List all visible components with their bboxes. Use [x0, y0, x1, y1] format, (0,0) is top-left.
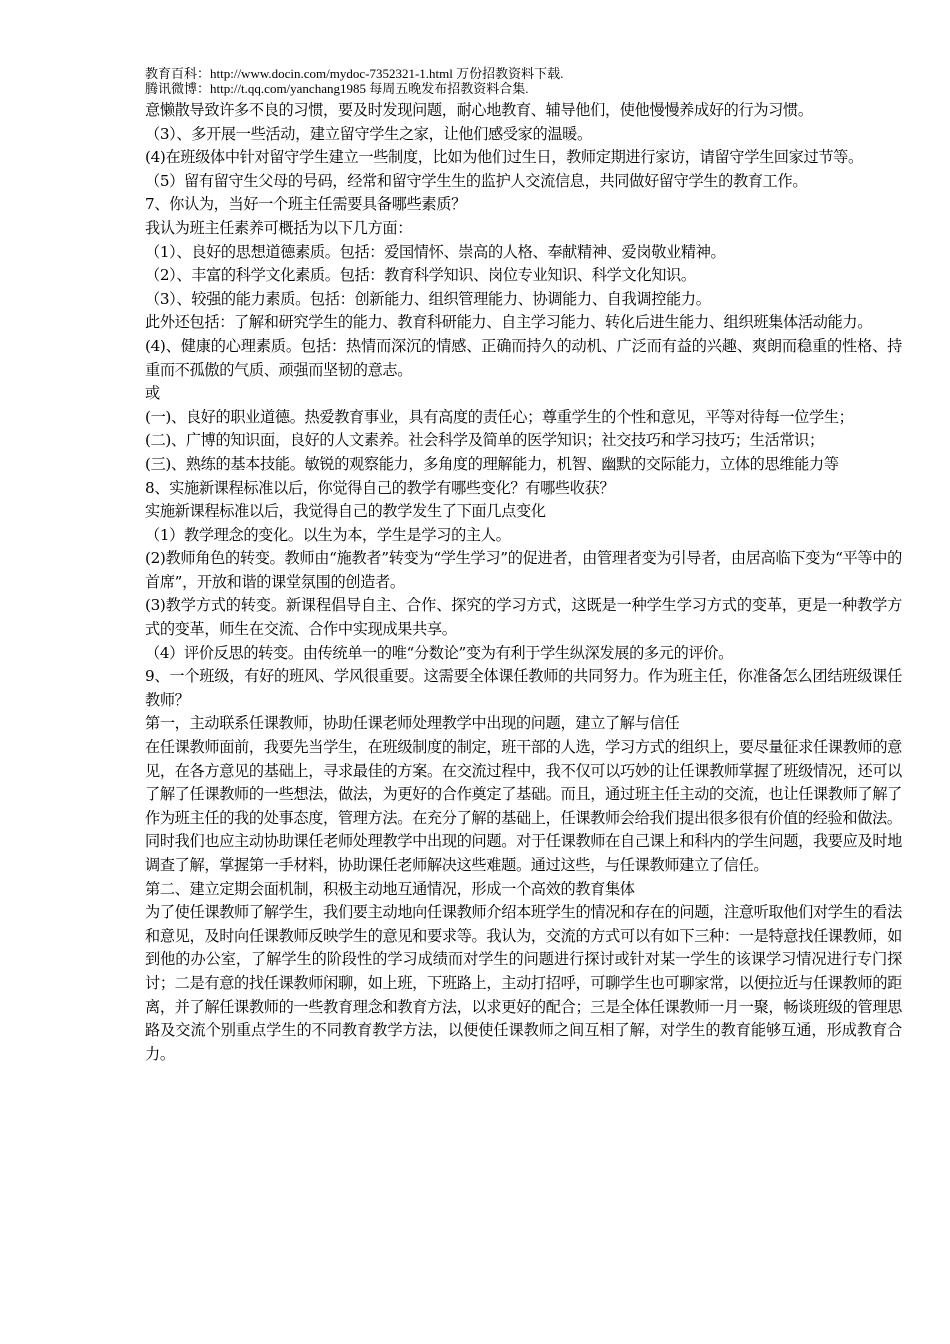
header-line-weibo: 腾讯微博：http://t.qq.com/yanchang1985 每周五晚发布招教资料合集. — [145, 81, 529, 96]
document-body — [145, 99, 902, 1066]
paragraph: 此外还包括：了解和研究学生的能力、教育科研能力、自主学习能力、转化后进生能力、组织班集体活动能力。 — [145, 313, 873, 332]
paragraph: （1）教学理念的变化。以生为本，学生是学习的主人。 — [145, 525, 511, 544]
question-heading: 9、一个班级，有好的班风、学风很重要。这需要全体课任教师的共同努力。作为班主任，你准备怎么团结班级课任教师？ — [145, 667, 902, 709]
paragraph: 或 — [145, 384, 160, 403]
paragraph: （1）、良好的思想道德素质。包括：爱国情怀、崇高的人格、奉献精神、爱岗敬业精神。 — [145, 242, 726, 261]
paragraph: （4）评价反思的转变。由传统单一的唯“分数论”变为有利于学生纵深发展的多元的评价。 — [145, 643, 733, 662]
paragraph: (二)、广博的知识面，良好的人文素养。社会科学及简单的医学知识；社交技巧和学习技巧；生活常识； — [145, 431, 824, 450]
paragraph: (三)、熟练的基本技能。敏锐的观察能力，多角度的理解能力，机智、幽默的交际能力，立体的思维能力等 — [145, 454, 839, 473]
paragraph: 为了使任课教师了解学生，我们要主动地向任课教师介绍本班学生的情况和存在的问题，注意听取他们对学生的看法和意见，及时向任课教师反映学生的意见和要求等。我认为，交流的方式可以有如下三种：一是特意找任课教师，如到他的办公室，了解学生的阶段性的学习成绩而对学生的问题进行探讨或针对某一学生的该课学习情况进行专门探讨；二是有意的找任课教师闲聊，如上班，下班路上，主动打招呼，可聊学生也可聊家常，以便拉近与任课教师的距离，并了解任课教师的一些教育理念和教育方法，以求更好的配合；三是全体任课教师一月一聚，畅谈班级的管理思路及交流个别重点学生的不同教育教学方法，以便使任课教师之间互相了解，对学生的教育能够互通，形成教育合力。 — [145, 903, 902, 1063]
paragraph: (4)、健康的心理素质。包括：热情而深沉的情感、正确而持久的动机、广泛而有益的兴趣、爽朗而稳重的性格、持重而不孤傲的气质、顽强而坚韧的意志。 — [145, 336, 902, 379]
page-header — [145, 66, 902, 96]
paragraph: (一)、良好的职业道德。热爱教育事业，具有高度的责任心；尊重学生的个性和意见，平等对待每一位学生； — [145, 407, 854, 426]
paragraph: 我认为班主任素养可概括为以下几方面： — [145, 218, 413, 237]
paragraph: (3)教学方式的转变。新课程倡导自主、合作、探究的学习方式，这既是一种学生学习方式的变革，更是一种教学方式的变革，师生在交流、合作中实现成果共享。 — [145, 596, 902, 639]
paragraph: (2)教师角色的转变。教师由“施教者”转变为“学生学习”的促进者，由管理者变为引导者，由居高临下变为“平等中的首席”，开放和谐的课堂氛围的创造者。 — [145, 549, 902, 591]
paragraph: 在任课教师面前，我要先当学生，在班级制度的制定，班干部的人选，学习方式的组织上，要尽量征求任课教师的意见，在各方意见的基础上，寻求最佳的方案。在交流过程中，我不仅可以巧妙的让任课教师掌握了班级情况，还可以了解了任课教师的一些想法，做法，为更好的合作奠定了基础。而且，通过班主任主动的交流，也让任课教师了解了作为班主任的我的处事态度，管理方法。在充分了解的基础上，任课教师会给我们提出很多很有价值的经验和做法。 — [145, 738, 902, 827]
question-heading: 7、你认为，当好一个班主任需要具备哪些素质？ — [145, 195, 466, 214]
paragraph: (4)在班级体中针对留守学生建立一些制度，比如为他们过生日，教师定期进行家访，请留守学生回家过节等。 — [145, 148, 863, 167]
header-line-docin: 教育百科：http://www.docin.com/mydoc-7352321-1.html 万份招教资料下载. — [145, 66, 564, 81]
paragraph: （2）、丰富的科学文化素质。包括：教育科学知识、岗位专业知识、科学文化知识。 — [145, 266, 696, 285]
paragraph: （3）、较强的能力素质。包括：创新能力、组织管理能力、协调能力、自我调控能力。 — [145, 289, 711, 308]
paragraph: （3）、多开展一些活动，建立留守学生之家，让他们感受家的温暖。 — [145, 124, 592, 143]
document-page — [145, 66, 902, 1066]
paragraph: 意懒散导致许多不良的习惯，要及时发现问题，耐心地教育、辅导他们，使他慢慢养成好的行为习惯。 — [145, 101, 813, 119]
paragraph: 同时我们也应主动协助课任老师处理教学中出现的问题。对于任课教师在自己课上和科内的学生问题，我要应及时地调查了解，掌握第一手材料，协助课任老师解决这些难题。通过这些，与任课教师建立了信任。 — [145, 832, 902, 874]
paragraph: 第二、建立定期会面机制，积极主动地互通情况，形成一个高效的教育集体 — [145, 879, 635, 898]
paragraph: （5）留有留守生父母的号码，经常和留守学生生的监护人交流信息，共同做好留守学生的教育工作。 — [145, 171, 808, 190]
paragraph: 第一，主动联系任课教师，协助任课老师处理教学中出现的问题，建立了解与信任 — [145, 714, 680, 733]
paragraph: 实施新课程标准以后，我觉得自己的教学发生了下面几点变化 — [145, 502, 546, 521]
question-heading: 8、实施新课程标准以后，你觉得自己的教学有哪些变化？有哪些收获？ — [145, 478, 615, 497]
